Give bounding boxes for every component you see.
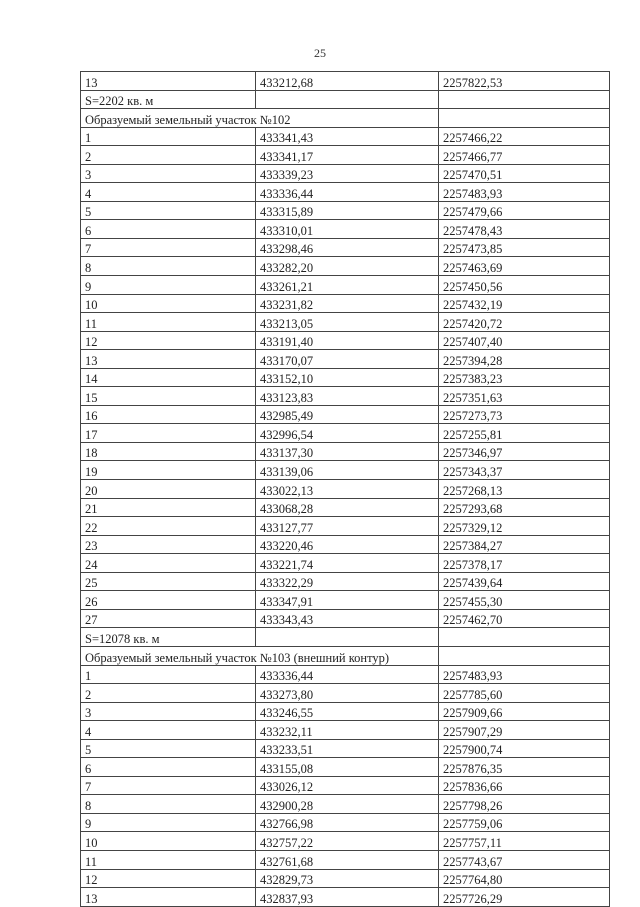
point-number-cell: 13 — [81, 72, 256, 91]
y-coordinate-cell: 2257351,63 — [439, 387, 610, 406]
y-coordinate-cell: 2257273,73 — [439, 405, 610, 424]
table-row — [81, 72, 610, 91]
table-row — [81, 313, 610, 332]
point-number-cell: 24 — [81, 554, 256, 573]
table-row — [81, 331, 610, 350]
x-coordinate-cell: 433261,21 — [256, 276, 439, 295]
table-row — [81, 368, 610, 387]
table-row — [81, 850, 610, 869]
table-row — [81, 795, 610, 814]
point-number-cell: 3 — [81, 702, 256, 721]
table-row — [81, 665, 610, 684]
point-number-cell: 3 — [81, 164, 256, 183]
point-number-cell: 7 — [81, 238, 256, 257]
x-coordinate-cell: 433213,05 — [256, 313, 439, 332]
point-number-cell: 8 — [81, 795, 256, 814]
point-number-cell: 9 — [81, 813, 256, 832]
section-title-cell: Образуемый земельный участок №102 — [81, 109, 439, 128]
y-coordinate-cell: 2257479,66 — [439, 201, 610, 220]
x-coordinate-cell: 433152,10 — [256, 368, 439, 387]
x-coordinate-cell: 433191,40 — [256, 331, 439, 350]
table-row — [81, 183, 610, 202]
point-number-cell: 10 — [81, 832, 256, 851]
y-coordinate-cell: 2257439,64 — [439, 572, 610, 591]
x-coordinate-cell: 433233,51 — [256, 739, 439, 758]
y-coordinate-cell: 2257909,66 — [439, 702, 610, 721]
empty-cell — [439, 109, 610, 128]
x-coordinate-cell: 433068,28 — [256, 498, 439, 517]
table-row — [81, 554, 610, 573]
y-coordinate-cell: 2257255,81 — [439, 424, 610, 443]
table-row — [81, 238, 610, 257]
table-row — [81, 888, 610, 907]
table-row — [81, 776, 610, 795]
point-number-cell: 4 — [81, 721, 256, 740]
y-coordinate-cell: 2257343,37 — [439, 461, 610, 480]
point-number-cell: 25 — [81, 572, 256, 591]
x-coordinate-cell: 433339,23 — [256, 164, 439, 183]
y-coordinate-cell: 2257876,35 — [439, 758, 610, 777]
y-coordinate-cell: 2257785,60 — [439, 684, 610, 703]
point-number-cell: 6 — [81, 220, 256, 239]
y-coordinate-cell: 2257293,68 — [439, 498, 610, 517]
y-coordinate-cell: 2257394,28 — [439, 350, 610, 369]
table-row — [81, 350, 610, 369]
section-title-row — [81, 109, 610, 128]
x-coordinate-cell: 433315,89 — [256, 201, 439, 220]
y-coordinate-cell: 2257900,74 — [439, 739, 610, 758]
table-row — [81, 442, 610, 461]
y-coordinate-cell: 2257759,06 — [439, 813, 610, 832]
y-coordinate-cell: 2257378,17 — [439, 554, 610, 573]
area-row — [81, 90, 610, 109]
point-number-cell: 19 — [81, 461, 256, 480]
y-coordinate-cell: 2257383,23 — [439, 368, 610, 387]
y-coordinate-cell: 2257463,69 — [439, 257, 610, 276]
table-row — [81, 535, 610, 554]
point-number-cell: 15 — [81, 387, 256, 406]
table-row — [81, 387, 610, 406]
x-coordinate-cell: 433341,17 — [256, 146, 439, 165]
y-coordinate-cell: 2257822,53 — [439, 72, 610, 91]
table-row — [81, 498, 610, 517]
x-coordinate-cell: 432900,28 — [256, 795, 439, 814]
table-row — [81, 276, 610, 295]
x-coordinate-cell: 433026,12 — [256, 776, 439, 795]
x-coordinate-cell: 433282,20 — [256, 257, 439, 276]
y-coordinate-cell: 2257432,19 — [439, 294, 610, 313]
point-number-cell: 12 — [81, 869, 256, 888]
table-row — [81, 257, 610, 276]
section-title-row — [81, 646, 610, 665]
point-number-cell: 9 — [81, 276, 256, 295]
table-row — [81, 461, 610, 480]
table-row — [81, 684, 610, 703]
y-coordinate-cell: 2257268,13 — [439, 480, 610, 499]
point-number-cell: 8 — [81, 257, 256, 276]
table-row — [81, 832, 610, 851]
point-number-cell: 4 — [81, 183, 256, 202]
x-coordinate-cell: 432829,73 — [256, 869, 439, 888]
table-row — [81, 591, 610, 610]
table-row — [81, 702, 610, 721]
table-row — [81, 721, 610, 740]
x-coordinate-cell: 432985,49 — [256, 405, 439, 424]
x-coordinate-cell: 433212,68 — [256, 72, 439, 91]
table-row — [81, 220, 610, 239]
y-coordinate-cell: 2257907,29 — [439, 721, 610, 740]
page-number: 25 — [314, 46, 326, 60]
x-coordinate-cell: 433127,77 — [256, 517, 439, 536]
point-number-cell: 11 — [81, 313, 256, 332]
table-row — [81, 572, 610, 591]
x-coordinate-cell: 433220,46 — [256, 535, 439, 554]
empty-cell — [439, 90, 610, 109]
table-row — [81, 424, 610, 443]
y-coordinate-cell: 2257478,43 — [439, 220, 610, 239]
empty-cell — [439, 646, 610, 665]
point-number-cell: 2 — [81, 684, 256, 703]
x-coordinate-cell: 433298,46 — [256, 238, 439, 257]
table-row — [81, 739, 610, 758]
table-row — [81, 609, 610, 628]
y-coordinate-cell: 2257836,66 — [439, 776, 610, 795]
x-coordinate-cell: 432757,22 — [256, 832, 439, 851]
point-number-cell: 18 — [81, 442, 256, 461]
point-number-cell: 5 — [81, 739, 256, 758]
area-row — [81, 628, 610, 647]
x-coordinate-cell: 433155,08 — [256, 758, 439, 777]
x-coordinate-cell: 433336,44 — [256, 665, 439, 684]
point-number-cell: 7 — [81, 776, 256, 795]
y-coordinate-cell: 2257455,30 — [439, 591, 610, 610]
coordinates-table-body — [81, 72, 610, 907]
point-number-cell: 17 — [81, 424, 256, 443]
x-coordinate-cell: 432766,98 — [256, 813, 439, 832]
y-coordinate-cell: 2257329,12 — [439, 517, 610, 536]
point-number-cell: 6 — [81, 758, 256, 777]
point-number-cell: 1 — [81, 665, 256, 684]
x-coordinate-cell: 433221,74 — [256, 554, 439, 573]
point-number-cell: 27 — [81, 609, 256, 628]
y-coordinate-cell: 2257483,93 — [439, 183, 610, 202]
x-coordinate-cell: 433022,13 — [256, 480, 439, 499]
area-cell: S=2202 кв. м — [81, 90, 256, 109]
point-number-cell: 13 — [81, 350, 256, 369]
x-coordinate-cell: 433322,29 — [256, 572, 439, 591]
point-number-cell: 20 — [81, 480, 256, 499]
table-row — [81, 201, 610, 220]
area-cell: S=12078 кв. м — [81, 628, 256, 647]
y-coordinate-cell: 2257466,22 — [439, 127, 610, 146]
x-coordinate-cell: 433170,07 — [256, 350, 439, 369]
y-coordinate-cell: 2257462,70 — [439, 609, 610, 628]
x-coordinate-cell: 432761,68 — [256, 850, 439, 869]
table-row — [81, 869, 610, 888]
point-number-cell: 12 — [81, 331, 256, 350]
point-number-cell: 14 — [81, 368, 256, 387]
table-row — [81, 164, 610, 183]
y-coordinate-cell: 2257407,40 — [439, 331, 610, 350]
point-number-cell: 1 — [81, 127, 256, 146]
point-number-cell: 26 — [81, 591, 256, 610]
point-number-cell: 16 — [81, 405, 256, 424]
table-row — [81, 146, 610, 165]
point-number-cell: 2 — [81, 146, 256, 165]
coordinates-table — [80, 71, 610, 907]
x-coordinate-cell: 433347,91 — [256, 591, 439, 610]
y-coordinate-cell: 2257798,26 — [439, 795, 610, 814]
x-coordinate-cell: 432996,54 — [256, 424, 439, 443]
table-row — [81, 405, 610, 424]
x-coordinate-cell: 433310,01 — [256, 220, 439, 239]
x-coordinate-cell: 433137,30 — [256, 442, 439, 461]
x-coordinate-cell: 433246,55 — [256, 702, 439, 721]
x-coordinate-cell: 433273,80 — [256, 684, 439, 703]
y-coordinate-cell: 2257757,11 — [439, 832, 610, 851]
y-coordinate-cell: 2257764,80 — [439, 869, 610, 888]
point-number-cell: 10 — [81, 294, 256, 313]
x-coordinate-cell: 433341,43 — [256, 127, 439, 146]
x-coordinate-cell: 433231,82 — [256, 294, 439, 313]
table-row — [81, 517, 610, 536]
x-coordinate-cell: 433139,06 — [256, 461, 439, 480]
y-coordinate-cell: 2257483,93 — [439, 665, 610, 684]
y-coordinate-cell: 2257473,85 — [439, 238, 610, 257]
point-number-cell: 13 — [81, 888, 256, 907]
x-coordinate-cell: 432837,93 — [256, 888, 439, 907]
y-coordinate-cell: 2257450,56 — [439, 276, 610, 295]
x-coordinate-cell: 433123,83 — [256, 387, 439, 406]
table-row — [81, 127, 610, 146]
empty-cell — [256, 90, 439, 109]
x-coordinate-cell: 433232,11 — [256, 721, 439, 740]
x-coordinate-cell: 433343,43 — [256, 609, 439, 628]
x-coordinate-cell: 433336,44 — [256, 183, 439, 202]
point-number-cell: 23 — [81, 535, 256, 554]
empty-cell — [256, 628, 439, 647]
point-number-cell: 21 — [81, 498, 256, 517]
y-coordinate-cell: 2257384,27 — [439, 535, 610, 554]
table-row — [81, 294, 610, 313]
point-number-cell: 11 — [81, 850, 256, 869]
y-coordinate-cell: 2257420,72 — [439, 313, 610, 332]
y-coordinate-cell: 2257470,51 — [439, 164, 610, 183]
table-row — [81, 480, 610, 499]
point-number-cell: 5 — [81, 201, 256, 220]
empty-cell — [439, 628, 610, 647]
table-row — [81, 813, 610, 832]
y-coordinate-cell: 2257726,29 — [439, 888, 610, 907]
section-title-cell: Образуемый земельный участок №103 (внешний контур) — [81, 646, 439, 665]
y-coordinate-cell: 2257743,67 — [439, 850, 610, 869]
y-coordinate-cell: 2257346,97 — [439, 442, 610, 461]
table-row — [81, 758, 610, 777]
point-number-cell: 22 — [81, 517, 256, 536]
y-coordinate-cell: 2257466,77 — [439, 146, 610, 165]
